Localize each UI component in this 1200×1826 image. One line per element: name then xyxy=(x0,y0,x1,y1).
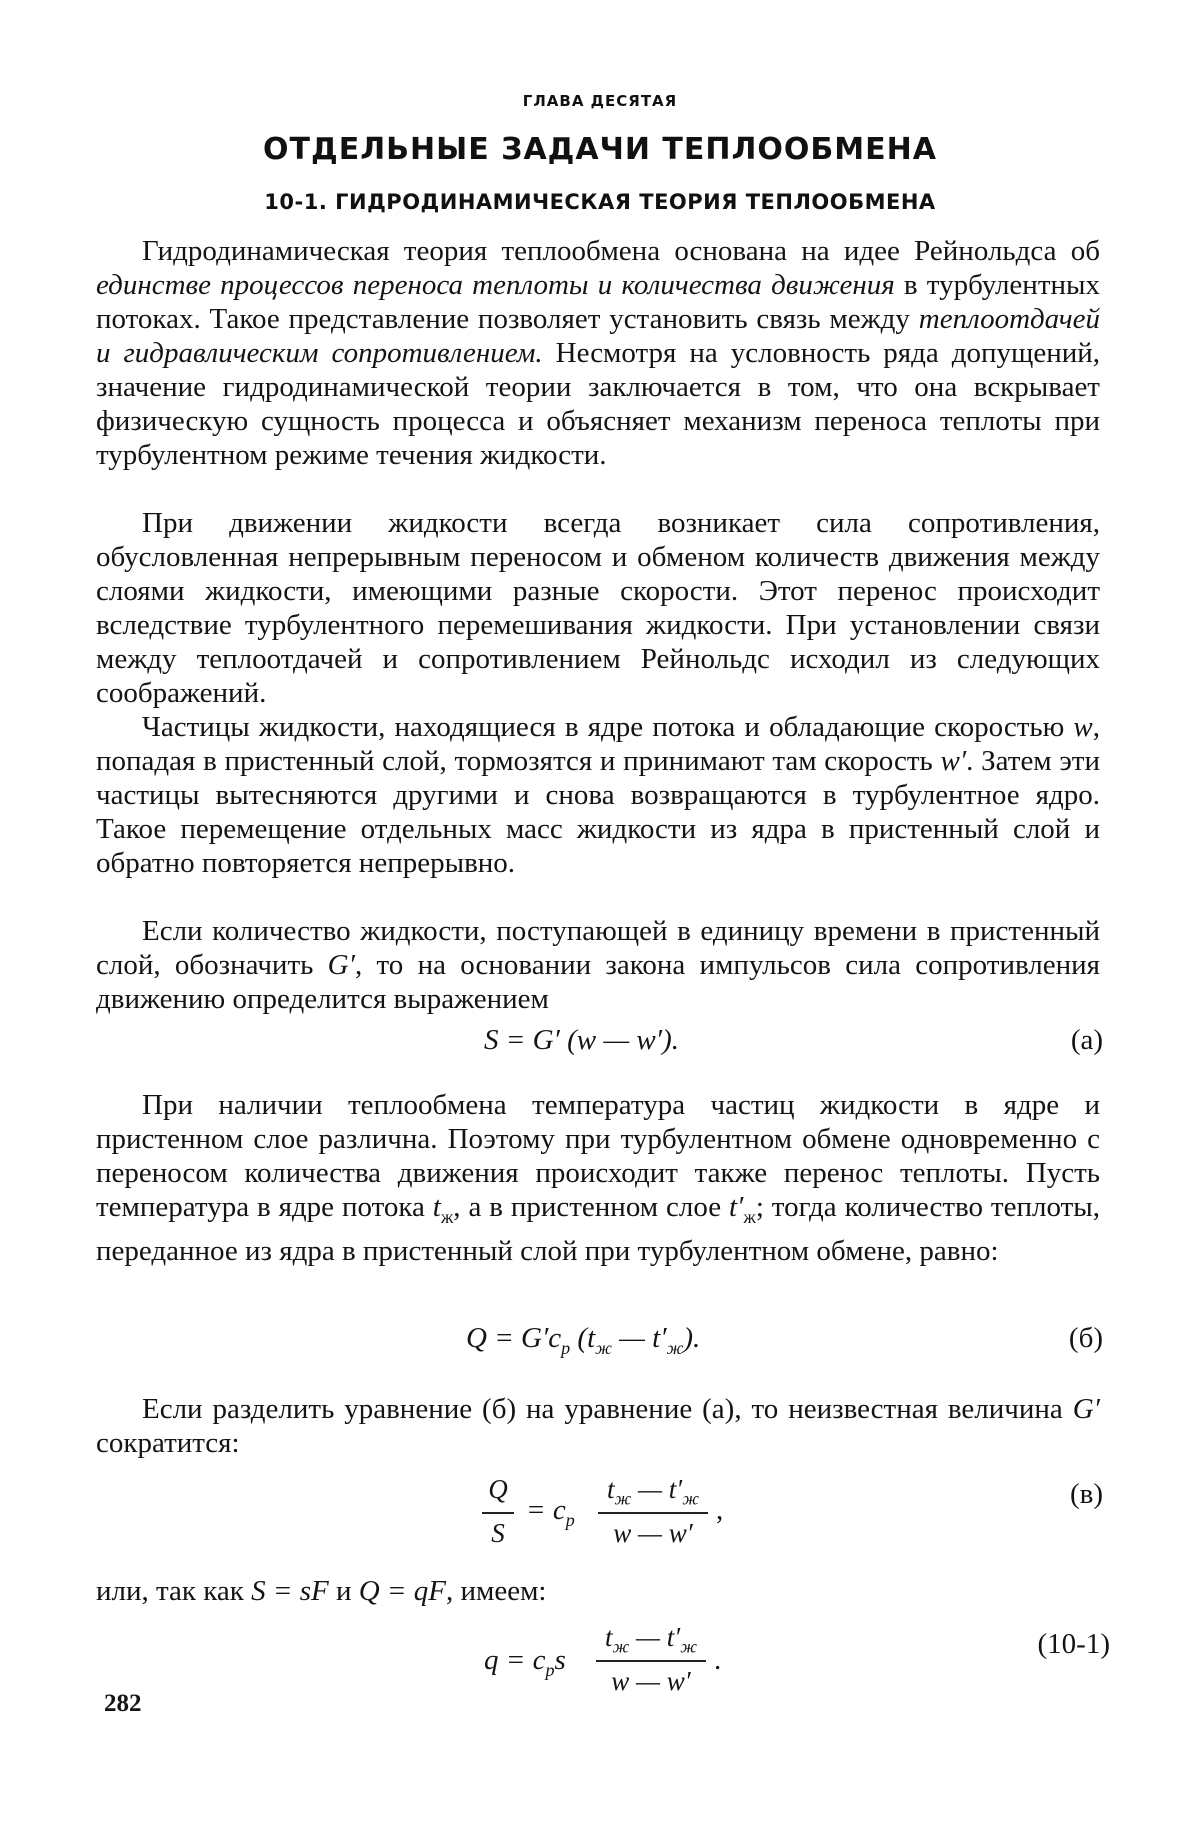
paragraph-text: Частицы жидкости, находящиеся в ядре потока и обладающие скоростью xyxy=(142,711,1074,743)
chapter-title: ОТДЕЛЬНЫЕ ЗАДАЧИ ТЕПЛООБМЕНА xyxy=(263,132,937,167)
paragraph-text: Несмотря на условность ряда допущений, значение гидродинамической теории заключается в том, что она вскрывает физическую сущность процесса и объясняет механизм переноса теплоты при турбулентном режиме течения жидкости. xyxy=(96,337,1101,471)
numerator-part: t xyxy=(607,1474,615,1504)
variable: G′ xyxy=(1072,1393,1100,1425)
equation-b-number: (б) xyxy=(1068,1322,1103,1354)
paragraph-text: Если количество жидкости, поступающей в единицу времени в пристенный слой, обозначить xyxy=(96,915,1100,981)
subscript: ж xyxy=(680,1636,697,1657)
paragraph-7 xyxy=(96,1574,1100,1608)
denominator: w — w′ xyxy=(611,1666,691,1696)
equation-v-number: (в) xyxy=(1069,1478,1103,1510)
paragraph-text: в турбулентных потоках. Такое представление позволяет установить связь между xyxy=(96,269,1100,335)
subscript: ж xyxy=(614,1488,632,1509)
fraction-bar xyxy=(596,1660,706,1662)
fraction-bar xyxy=(598,1512,708,1514)
equation-10-1-coeff xyxy=(484,1644,566,1681)
numerator xyxy=(596,1622,706,1657)
paragraph-text: , а в пристенном слое xyxy=(453,1191,729,1223)
subscript: ж xyxy=(682,1488,699,1509)
numerator: Q xyxy=(488,1474,508,1504)
equation-part: (t xyxy=(570,1322,596,1354)
equation-part: ). xyxy=(683,1322,701,1354)
equation-10-1-number: (10-1) xyxy=(1037,1628,1110,1660)
paragraph-2: При движении жидкости всегда возникает сила сопротивления, обусловленная непрерывным переносом и обменом количеств движения между слоями жидкости, имеющими разные скорости. Этот перенос происходит вследствие турбулентного перемешивания жидкости. При установлении связи между теплоотдачей и сопротивлением Рейнольдс исходил из следующих соображений. xyxy=(96,507,1100,709)
section-title: 10-1. ГИДРОДИНАМИЧЕСКАЯ ТЕОРИЯ ТЕПЛООБМЕНА xyxy=(264,190,936,214)
equation-a-number: (а) xyxy=(1070,1024,1103,1056)
denominator: S xyxy=(491,1518,505,1548)
equation-part: = c xyxy=(526,1494,566,1526)
numerator-part: t xyxy=(605,1622,613,1652)
equation-10-1-tail: . xyxy=(714,1644,722,1676)
fraction-bar xyxy=(482,1512,514,1514)
paragraph-4 xyxy=(96,914,1100,1016)
fraction-q-over-s xyxy=(482,1474,514,1554)
equation-lhs: q = c xyxy=(484,1644,546,1676)
paragraph-text: Если разделить уравнение (б) на уравнение (а), то неизвестная величина xyxy=(142,1393,1073,1425)
paragraph-text: ; тогда количество теплоты, переданное из ядра в пристенный слой при турбулентном обмене, равно: xyxy=(96,1191,1100,1267)
page-number: 282 xyxy=(104,1690,142,1717)
fraction-temp-over-velocity xyxy=(598,1474,708,1554)
emphasis-text: теплоотдачей и гидравлическим сопротивлением. xyxy=(96,303,1100,369)
paragraph-text: или, так как xyxy=(96,1575,252,1607)
paragraph-text: , попадая в пристенный слой, тормозятся и принимают там скорость xyxy=(96,711,1100,777)
emphasis-text: единстве процессов переноса теплоты и количества движения xyxy=(96,269,895,301)
paragraph-1 xyxy=(96,234,1100,472)
variable: t xyxy=(432,1191,441,1223)
equation-a: S = G′ (w — w′). xyxy=(484,1024,679,1056)
equation-v-tail: , xyxy=(716,1494,724,1526)
subscript: ж xyxy=(612,1636,630,1657)
equation-b xyxy=(466,1322,700,1359)
variable: w xyxy=(1073,711,1093,743)
equation-part: s xyxy=(554,1644,566,1676)
paragraph-3 xyxy=(96,710,1100,880)
paragraph-text: . Затем эти частицы вытесняются другими и снова возвращаются в турбулентное ядро. Такое перемещение отдельных масс жидкости из ядра в пристенный слой и обратно повторяется непрерывно. xyxy=(96,745,1100,879)
variable: w′ xyxy=(940,745,967,777)
paragraph-6 xyxy=(96,1392,1100,1460)
subscript: ж xyxy=(666,1337,684,1358)
equation-lhs: Q = G′c xyxy=(466,1322,562,1354)
subscript: ж xyxy=(440,1206,454,1227)
subscript: p xyxy=(565,1509,575,1530)
variable: G′ xyxy=(327,949,355,981)
formula-inline: Q = qF xyxy=(358,1575,446,1607)
paragraph-text: При наличии теплообмена температура частиц жидкости в ядре и пристенном слое различна. Поэтому при турбулентном обмене одновременно с переносом количества движения происходит также перенос теплоты. Пусть температура в ядре потока xyxy=(96,1089,1100,1223)
chapter-label: ГЛАВА ДЕСЯТАЯ xyxy=(522,92,678,110)
denominator: w — w′ xyxy=(613,1518,693,1548)
numerator-part: — t′ xyxy=(629,1622,681,1652)
numerator xyxy=(598,1474,708,1509)
paragraph-text: , то на основании закона импульсов сила сопротивления движению определится выражением xyxy=(96,949,1100,1015)
equation-part: — t′ xyxy=(611,1322,667,1354)
numerator-part: — t′ xyxy=(631,1474,683,1504)
paragraph-text: сократится: xyxy=(96,1427,240,1459)
paragraph-text: Гидродинамическая теория теплообмена основана на идее Рейнольдса об xyxy=(142,235,1100,267)
formula-inline: S = sF xyxy=(251,1575,329,1607)
paragraph-5 xyxy=(96,1088,1100,1268)
paragraph-text: , имеем: xyxy=(445,1575,547,1607)
subscript: p xyxy=(545,1659,555,1680)
fraction-10-1 xyxy=(596,1622,706,1702)
paragraph-text: и xyxy=(328,1575,359,1607)
subscript: p xyxy=(561,1337,571,1358)
subscript: ж xyxy=(743,1206,756,1227)
variable: t′ xyxy=(729,1191,744,1223)
equation-v-coeff xyxy=(526,1494,575,1531)
subscript: ж xyxy=(595,1337,612,1358)
